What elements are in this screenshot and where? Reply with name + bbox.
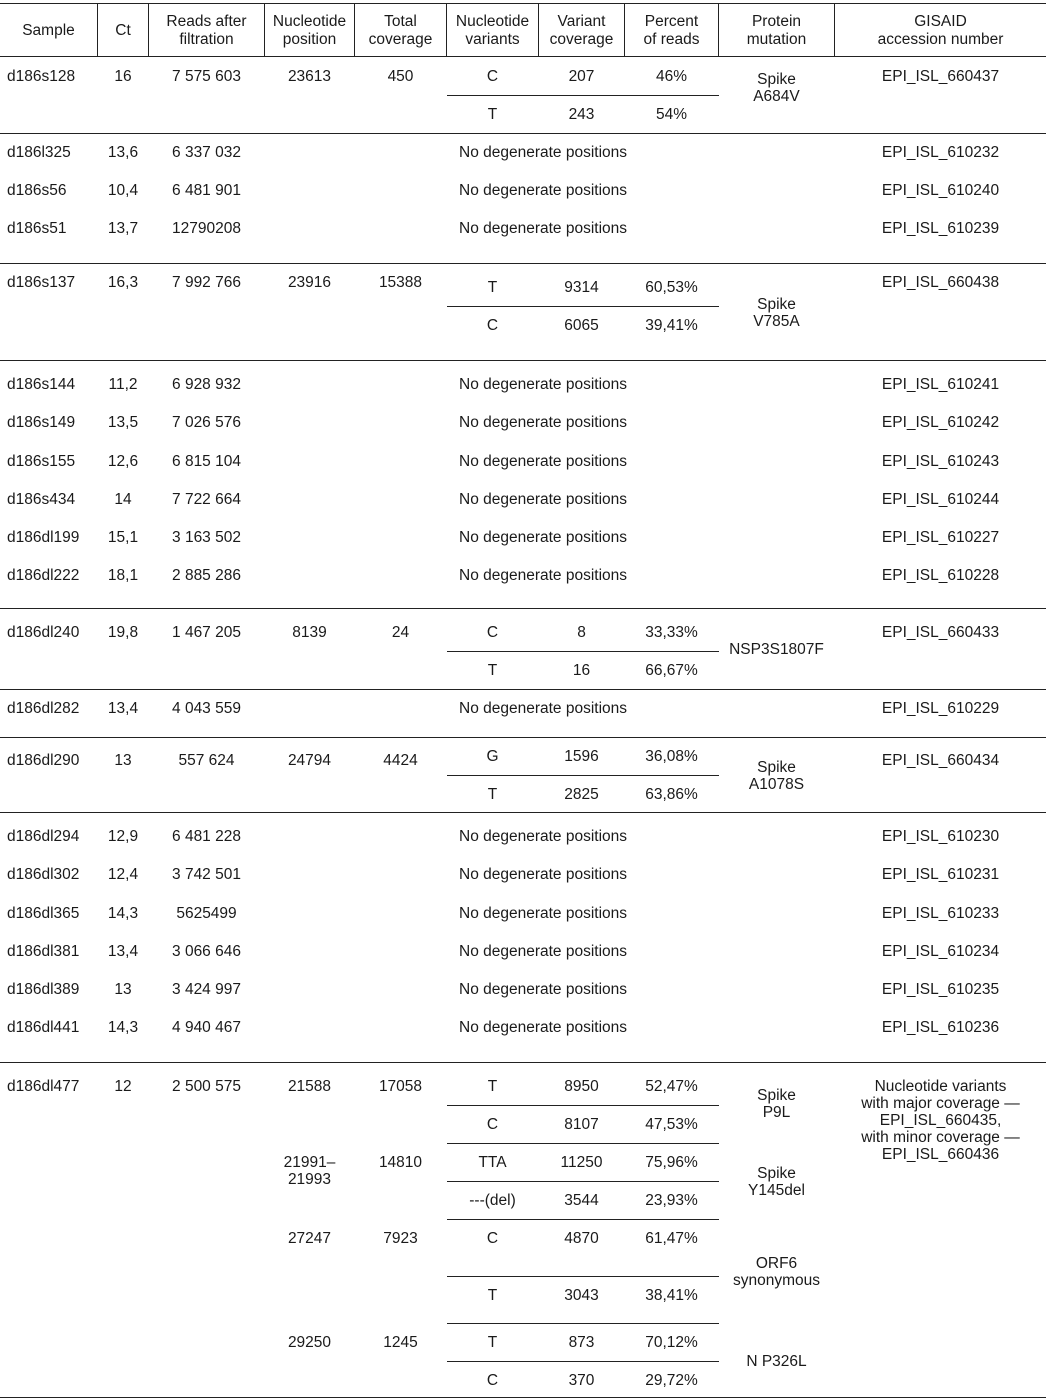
no-degenerate-note: No degenerate positions bbox=[459, 182, 628, 199]
no-degenerate-note: No degenerate positions bbox=[459, 1019, 628, 1036]
header-position-line2: position bbox=[282, 31, 337, 48]
gisaid-cell: EPI_ISL_610230 bbox=[881, 828, 1000, 845]
reads-cell: 3 742 501 bbox=[172, 866, 241, 883]
variant-rule bbox=[447, 1181, 719, 1182]
total-coverage-cell: 4424 bbox=[383, 752, 418, 769]
no-degenerate-note: No degenerate positions bbox=[459, 220, 628, 237]
gisaid-cell: EPI_ISL_660438 bbox=[881, 274, 1000, 291]
header-total-line2: coverage bbox=[368, 31, 433, 48]
position-cell: 29250 bbox=[287, 1334, 332, 1351]
no-degenerate-note: No degenerate positions bbox=[459, 491, 628, 508]
header-sample: Sample bbox=[22, 22, 75, 39]
gisaid-cell: EPI_ISL_610232 bbox=[881, 144, 1000, 161]
protein-mutation-cell: Spike bbox=[757, 1165, 796, 1182]
total-coverage-cell: 450 bbox=[387, 68, 414, 85]
variant-coverage-cell: 8950 bbox=[564, 1078, 599, 1095]
header-divider bbox=[834, 3, 835, 56]
sample-cell: d186s144 bbox=[7, 376, 76, 393]
top-rule bbox=[0, 3, 1046, 4]
gisaid-cell: EPI_ISL_610235 bbox=[881, 981, 1000, 998]
reads-cell: 6 481 228 bbox=[172, 828, 241, 845]
sample-cell: d186dl199 bbox=[7, 529, 80, 546]
variant-coverage-cell: 207 bbox=[568, 68, 595, 85]
variant-coverage-cell: 1596 bbox=[564, 748, 599, 765]
reads-cell: 7 992 766 bbox=[172, 274, 241, 291]
variant-coverage-cell: 2825 bbox=[564, 786, 599, 803]
header-divider bbox=[624, 3, 625, 56]
sample-cell: d186s128 bbox=[7, 68, 76, 85]
header-total-line1: Total bbox=[384, 13, 417, 30]
header-rule bbox=[0, 56, 1046, 57]
variant-coverage-cell: 873 bbox=[568, 1334, 595, 1351]
percent-cell: 60,53% bbox=[645, 279, 698, 296]
ct-cell: 13,7 bbox=[107, 220, 139, 237]
ct-cell: 16,3 bbox=[107, 274, 139, 291]
sample-cell: d186dl294 bbox=[7, 828, 80, 845]
position-cell: 24794 bbox=[287, 752, 332, 769]
ct-cell: 19,8 bbox=[107, 624, 139, 641]
ct-cell: 12,6 bbox=[107, 453, 139, 470]
reads-cell: 1 467 205 bbox=[172, 624, 241, 641]
total-coverage-cell: 15388 bbox=[378, 274, 423, 291]
protein-mutation-cell: Spike bbox=[757, 296, 796, 313]
no-degenerate-note: No degenerate positions bbox=[459, 905, 628, 922]
sample-cell: d186dl290 bbox=[7, 752, 80, 769]
ct-cell: 13,5 bbox=[107, 414, 139, 431]
group-rule bbox=[0, 689, 1046, 690]
sample-cell: d186dl389 bbox=[7, 981, 80, 998]
protein-mutation-cell: Spike bbox=[757, 759, 796, 776]
group-rule bbox=[0, 812, 1046, 813]
percent-cell: 46% bbox=[655, 68, 688, 85]
ct-cell: 13,4 bbox=[107, 700, 139, 717]
ct-cell: 12,4 bbox=[107, 866, 139, 883]
no-degenerate-note: No degenerate positions bbox=[459, 376, 628, 393]
group-rule bbox=[0, 737, 1046, 738]
header-variants-line1: Nucleotide bbox=[455, 13, 530, 30]
reads-cell: 6 815 104 bbox=[172, 453, 241, 470]
reads-cell: 7 575 603 bbox=[172, 68, 241, 85]
no-degenerate-note: No degenerate positions bbox=[459, 943, 628, 960]
ct-cell: 15,1 bbox=[107, 529, 139, 546]
ct-cell: 14,3 bbox=[107, 905, 139, 922]
group-rule bbox=[0, 133, 1046, 134]
total-coverage-cell: 14810 bbox=[378, 1154, 423, 1171]
sample-cell: d186dl477 bbox=[7, 1078, 80, 1095]
protein-mutation-cell: N P326L bbox=[746, 1353, 807, 1370]
variant-nt-cell: T bbox=[487, 1078, 498, 1095]
reads-cell: 6 928 932 bbox=[172, 376, 241, 393]
variant-coverage-cell: 243 bbox=[568, 106, 595, 123]
protein-mutation-cell: Spike bbox=[757, 1087, 796, 1104]
position-cell: 8139 bbox=[292, 624, 327, 641]
protein-mutation-cell: Spike bbox=[757, 71, 796, 88]
reads-cell: 7 026 576 bbox=[172, 414, 241, 431]
protein-mutation-cell: Y145del bbox=[748, 1182, 805, 1199]
no-degenerate-note: No degenerate positions bbox=[459, 828, 628, 845]
gisaid-cell: EPI_ISL_610239 bbox=[881, 220, 1000, 237]
ct-cell: 12,9 bbox=[107, 828, 139, 845]
ct-cell: 11,2 bbox=[108, 376, 138, 393]
sample-cell: d186dl302 bbox=[7, 866, 80, 883]
variant-rule bbox=[447, 775, 719, 776]
percent-cell: 39,41% bbox=[645, 317, 698, 334]
ct-cell: 13 bbox=[114, 752, 132, 769]
no-degenerate-note: No degenerate positions bbox=[459, 414, 628, 431]
header-percent-line2: of reads bbox=[643, 31, 700, 48]
variant-coverage-cell: 8 bbox=[577, 624, 586, 641]
variant-nt-cell: T bbox=[487, 1334, 498, 1351]
header-ct: Ct bbox=[115, 22, 131, 39]
header-divider bbox=[718, 3, 719, 56]
variant-nt-cell: TTA bbox=[478, 1154, 507, 1171]
header-gisaid-line1: GISAID bbox=[914, 13, 967, 30]
variant-rule bbox=[447, 1361, 719, 1362]
header-divider bbox=[264, 3, 265, 56]
reads-cell: 6 337 032 bbox=[172, 144, 241, 161]
percent-cell: 38,41% bbox=[645, 1287, 698, 1304]
position-cell: 27247 bbox=[287, 1230, 332, 1247]
variant-rule bbox=[447, 1143, 719, 1144]
group-rule bbox=[0, 263, 1046, 264]
variant-rule bbox=[447, 306, 719, 307]
sample-cell: d186s434 bbox=[7, 491, 76, 508]
position-cell: 21991– bbox=[283, 1154, 336, 1171]
percent-cell: 29,72% bbox=[645, 1372, 698, 1389]
sample-cell: d186dl282 bbox=[7, 700, 80, 717]
reads-cell: 557 624 bbox=[178, 752, 235, 769]
no-degenerate-note: No degenerate positions bbox=[459, 567, 628, 584]
position-cell: 21993 bbox=[287, 1171, 332, 1188]
no-degenerate-note: No degenerate positions bbox=[459, 700, 628, 717]
protein-mutation-cell: A1078S bbox=[748, 776, 805, 793]
protein-mutation-cell: P9L bbox=[762, 1104, 791, 1121]
variant-coverage-cell: 3043 bbox=[564, 1287, 599, 1304]
percent-cell: 70,12% bbox=[645, 1334, 698, 1351]
gisaid-note-line: EPI_ISL_660435, bbox=[879, 1112, 1002, 1129]
reads-cell: 4 940 467 bbox=[172, 1019, 241, 1036]
variant-nt-cell: T bbox=[487, 106, 498, 123]
total-coverage-cell: 7923 bbox=[383, 1230, 418, 1247]
ct-cell: 18,1 bbox=[107, 567, 139, 584]
header-gisaid-line2: accession number bbox=[877, 31, 1004, 48]
no-degenerate-note: No degenerate positions bbox=[459, 529, 628, 546]
bottom-rule bbox=[0, 1397, 1046, 1398]
variant-coverage-cell: 3544 bbox=[564, 1192, 599, 1209]
variant-nt-cell: C bbox=[486, 317, 499, 334]
header-divider bbox=[354, 3, 355, 56]
sample-cell: d186dl381 bbox=[7, 943, 80, 960]
header-varcov-line1: Variant bbox=[557, 13, 606, 30]
group-rule bbox=[0, 608, 1046, 609]
header-position-line1: Nucleotide bbox=[272, 13, 347, 30]
reads-cell: 7 722 664 bbox=[172, 491, 241, 508]
no-degenerate-note: No degenerate positions bbox=[459, 453, 628, 470]
variant-nt-cell: T bbox=[487, 662, 498, 679]
gisaid-cell: EPI_ISL_610234 bbox=[881, 943, 1000, 960]
percent-cell: 61,47% bbox=[645, 1230, 698, 1247]
sample-cell: d186s51 bbox=[7, 220, 67, 237]
header-reads-line1: Reads after bbox=[166, 13, 247, 30]
protein-mutation-cell: NSP3S1807F bbox=[729, 641, 824, 658]
gisaid-cell: EPI_ISL_660434 bbox=[881, 752, 1000, 769]
ct-cell: 14,3 bbox=[107, 1019, 139, 1036]
variant-coverage-cell: 4870 bbox=[564, 1230, 599, 1247]
sample-cell: d186s149 bbox=[7, 414, 76, 431]
sample-cell: d186dl365 bbox=[7, 905, 80, 922]
reads-cell: 5625499 bbox=[176, 905, 237, 922]
header-protein-line1: Protein bbox=[751, 13, 802, 30]
percent-cell: 36,08% bbox=[645, 748, 698, 765]
gisaid-note-line: EPI_ISL_660436 bbox=[881, 1146, 1000, 1163]
total-coverage-cell: 24 bbox=[391, 624, 410, 641]
reads-cell: 4 043 559 bbox=[172, 700, 241, 717]
ct-cell: 10,4 bbox=[107, 182, 139, 199]
variant-nt-cell: T bbox=[487, 1287, 498, 1304]
variant-nt-cell: C bbox=[486, 1372, 499, 1389]
variant-coverage-cell: 8107 bbox=[564, 1116, 599, 1133]
reads-cell: 2 500 575 bbox=[172, 1078, 241, 1095]
sample-cell: d186l325 bbox=[7, 144, 71, 161]
sample-cell: d186dl441 bbox=[7, 1019, 80, 1036]
variant-rule bbox=[447, 1105, 719, 1106]
total-coverage-cell: 17058 bbox=[378, 1078, 423, 1095]
position-cell: 21588 bbox=[287, 1078, 332, 1095]
variant-rule bbox=[447, 95, 719, 96]
position-cell: 23613 bbox=[287, 68, 332, 85]
sample-cell: d186dl222 bbox=[7, 567, 80, 584]
variant-rule bbox=[447, 1323, 719, 1324]
variant-rule bbox=[447, 651, 719, 652]
gisaid-cell: EPI_ISL_610242 bbox=[881, 414, 1000, 431]
variant-rule bbox=[447, 1219, 719, 1220]
percent-cell: 75,96% bbox=[645, 1154, 698, 1171]
reads-cell: 2 885 286 bbox=[172, 567, 241, 584]
variant-coverage-cell: 370 bbox=[568, 1372, 595, 1389]
percent-cell: 47,53% bbox=[645, 1116, 698, 1133]
variant-nt-cell: ---(del) bbox=[469, 1192, 516, 1209]
ct-cell: 13,4 bbox=[107, 943, 139, 960]
sample-cell: d186s137 bbox=[7, 274, 76, 291]
header-protein-line2: mutation bbox=[746, 31, 807, 48]
percent-cell: 63,86% bbox=[645, 786, 698, 803]
variant-coverage-cell: 16 bbox=[572, 662, 591, 679]
reads-cell: 3 163 502 bbox=[172, 529, 241, 546]
gisaid-cell: EPI_ISL_610236 bbox=[881, 1019, 1000, 1036]
position-cell: 23916 bbox=[287, 274, 332, 291]
header-reads-line2: filtration bbox=[179, 31, 234, 48]
gisaid-cell: EPI_ISL_610227 bbox=[881, 529, 1000, 546]
gisaid-cell: EPI_ISL_610243 bbox=[881, 453, 1000, 470]
variant-nt-cell: T bbox=[487, 279, 498, 296]
percent-cell: 66,67% bbox=[645, 662, 698, 679]
percent-cell: 54% bbox=[655, 106, 688, 123]
header-variants-line2: variants bbox=[465, 31, 520, 48]
header-divider bbox=[97, 3, 98, 56]
header-divider bbox=[148, 3, 149, 56]
ct-cell: 13 bbox=[114, 981, 132, 998]
variant-nt-cell: C bbox=[486, 1116, 499, 1133]
variant-coverage-cell: 11250 bbox=[560, 1154, 603, 1171]
gisaid-cell: EPI_ISL_610231 bbox=[881, 866, 1000, 883]
variant-nt-cell: T bbox=[487, 786, 498, 803]
protein-mutation-cell: A684V bbox=[753, 88, 800, 105]
gisaid-note-line: Nucleotide variants bbox=[874, 1078, 1007, 1095]
variant-nt-cell: G bbox=[486, 748, 499, 765]
protein-mutation-cell: ORF6 bbox=[755, 1255, 798, 1272]
variant-nt-cell: C bbox=[486, 1230, 499, 1247]
percent-cell: 33,33% bbox=[645, 624, 698, 641]
gisaid-cell: EPI_ISL_610233 bbox=[881, 905, 1000, 922]
header-percent-line1: Percent bbox=[644, 13, 699, 30]
gisaid-cell: EPI_ISL_610228 bbox=[881, 567, 1000, 584]
ct-cell: 16 bbox=[114, 68, 132, 85]
group-rule bbox=[0, 1062, 1046, 1063]
gisaid-cell: EPI_ISL_610240 bbox=[881, 182, 1000, 199]
reads-cell: 12790208 bbox=[172, 220, 241, 237]
total-coverage-cell: 1245 bbox=[383, 1334, 418, 1351]
gisaid-note-line: with major coverage — bbox=[861, 1095, 1020, 1112]
header-divider bbox=[538, 3, 539, 56]
sample-cell: d186dl240 bbox=[7, 624, 80, 641]
reads-cell: 3 424 997 bbox=[172, 981, 241, 998]
variant-rule bbox=[447, 1276, 719, 1277]
gisaid-cell: EPI_ISL_660437 bbox=[881, 68, 1000, 85]
reads-cell: 3 066 646 bbox=[172, 943, 241, 960]
group-rule bbox=[0, 360, 1046, 361]
variant-nt-cell: C bbox=[486, 68, 499, 85]
ct-cell: 14 bbox=[114, 491, 132, 508]
ct-cell: 13,6 bbox=[107, 144, 139, 161]
variant-coverage-cell: 6065 bbox=[564, 317, 599, 334]
percent-cell: 52,47% bbox=[645, 1078, 698, 1095]
sample-cell: d186s155 bbox=[7, 453, 76, 470]
gisaid-cell: EPI_ISL_610241 bbox=[881, 376, 1000, 393]
gisaid-cell: EPI_ISL_660433 bbox=[881, 624, 1000, 641]
header-divider bbox=[446, 3, 447, 56]
no-degenerate-note: No degenerate positions bbox=[459, 981, 628, 998]
no-degenerate-note: No degenerate positions bbox=[459, 866, 628, 883]
variant-coverage-cell: 9314 bbox=[564, 279, 599, 296]
ct-cell: 12 bbox=[114, 1078, 132, 1095]
gisaid-cell: EPI_ISL_610244 bbox=[881, 491, 1000, 508]
gisaid-cell: EPI_ISL_610229 bbox=[881, 700, 1000, 717]
reads-cell: 6 481 901 bbox=[172, 182, 241, 199]
variant-nt-cell: C bbox=[486, 624, 499, 641]
percent-cell: 23,93% bbox=[645, 1192, 698, 1209]
gisaid-note-line: with minor coverage — bbox=[861, 1129, 1020, 1146]
protein-mutation-cell: V785A bbox=[753, 313, 800, 330]
no-degenerate-note: No degenerate positions bbox=[459, 144, 628, 161]
protein-mutation-cell: synonymous bbox=[732, 1272, 820, 1289]
header-varcov-line2: coverage bbox=[549, 31, 614, 48]
sample-cell: d186s56 bbox=[7, 182, 67, 199]
